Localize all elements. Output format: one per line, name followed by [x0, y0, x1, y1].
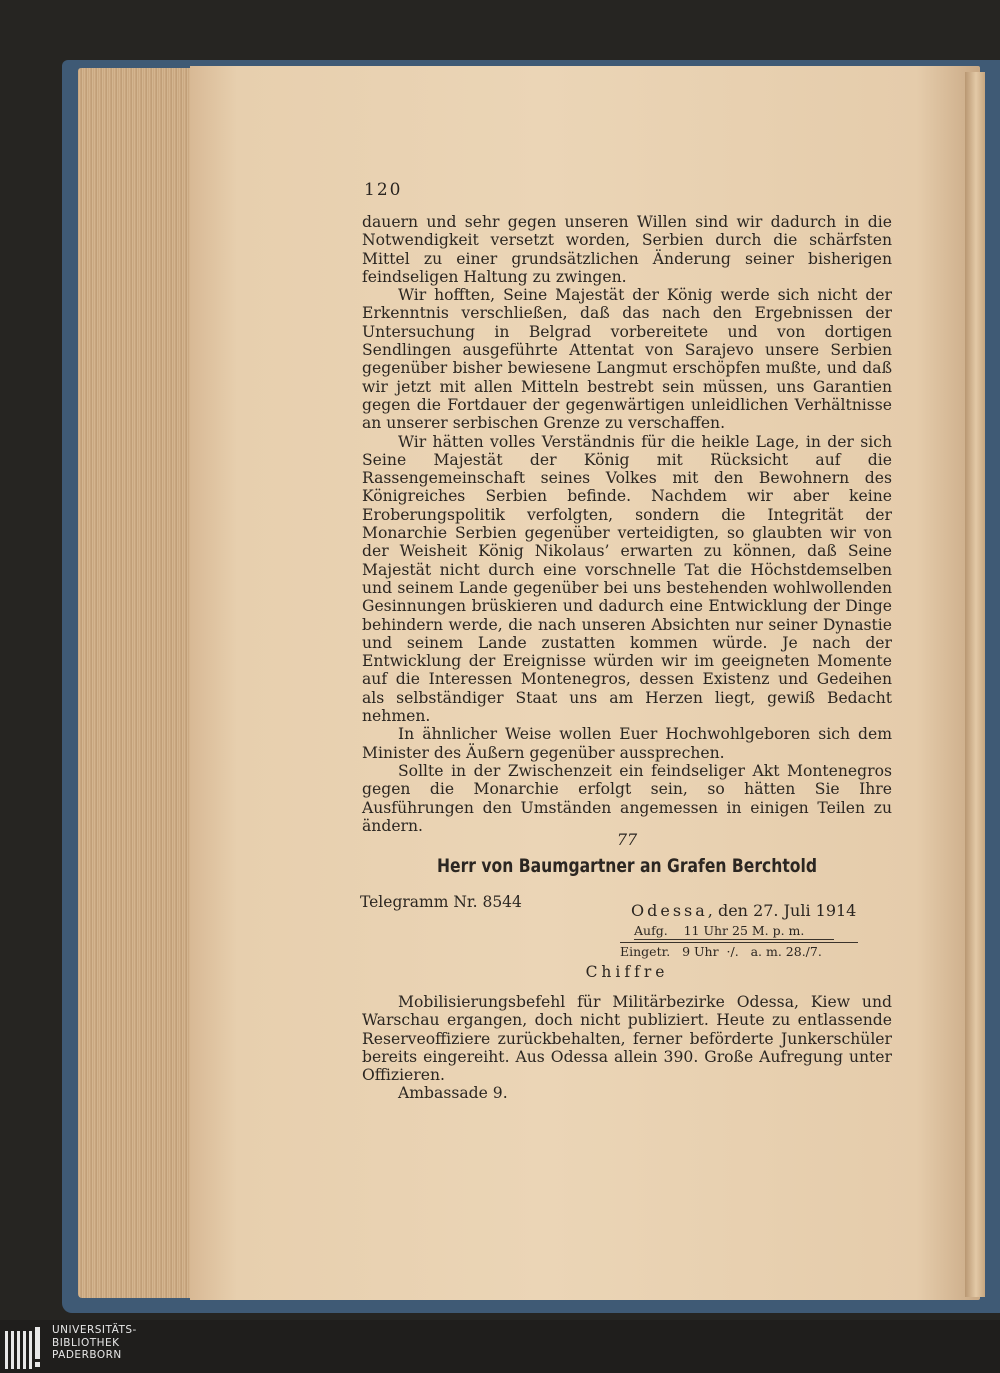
library-logo-text — [52, 1324, 137, 1362]
book-gutter — [965, 72, 985, 1297]
paragraph: Ambassade 9. — [398, 1084, 508, 1103]
paragraph: Sollte in der Zwischenzeit ein feindseliger Akt Montenegros gegen die Monarchie erfolgt sein, so hätten Sie Ihre Ausführungen den Umständen angemessen in einigen Teilen zu ändern. — [362, 761, 892, 835]
logo-line: BIBLIOTHEK — [52, 1336, 120, 1349]
document-heading: Herr von Baumgartner an Grafen Berchtold — [436, 855, 818, 877]
logo-line: PADERBORN — [52, 1349, 122, 1361]
telegram-body — [362, 993, 892, 1103]
page-edges — [78, 68, 200, 1298]
receipt-time: Eingetr. 9 Uhr ·/. a. m. 28./7. — [620, 942, 858, 959]
library-logo-icon — [4, 1323, 44, 1369]
place-date — [631, 901, 856, 920]
dispatch-time: Aufg. 11 Uhr 25 M. p. m. — [634, 923, 834, 940]
telegram-label: Telegramm Nr. 8544 — [360, 893, 522, 911]
date: , den 27. Juli 1914 — [707, 901, 857, 920]
main-text — [362, 213, 892, 835]
cipher-label: Chiffre — [585, 963, 669, 981]
paragraph: In ähnlicher Weise wollen Euer Hochwohlgeboren sich dem Minister des Äußern gegenüber aussprechen. — [362, 725, 892, 762]
library-footer — [0, 1320, 1000, 1373]
document-number: 77 — [616, 830, 638, 849]
paragraph: Wir hofften, Seine Majestät der König werde sich nicht der Erkenntnis verschließen, daß das nach den Ergebnissen der Untersuchung in Belgrad vorbereitete und von dortigen Sendlingen ausgeführte Attentat von Sarajevo unsere Serbien gegenüber bisher bewiesene Langmut erschöpfen mußte, und daß wir jetzt mit allen Mitteln bestrebt sein müssen, uns Garantien gegen die Fortdauer der gegenwärtigen unleidlichen Verhältnisse an unserer serbischen Grenze zu verschaffen. — [362, 286, 892, 433]
paragraph: dauern und sehr gegen unseren Willen sind wir dadurch in die Notwendigkeit versetzt worden, Serbien durch die schärfsten Mittel zu einer grundsätzlichen Änderung seiner bisherigen feindseligen Haltung zu zwingen. — [362, 213, 892, 286]
place: Odessa — [631, 901, 708, 920]
paragraph: Wir hätten volles Verständnis für die heikle Lage, in der sich Seine Majestät der König mit Rücksicht auf die Rassengemeinschaft seines Volkes mit den Bewohnern des Königreiches Serbien befinde. Nachdem wir aber keine Eroberungspolitik verfolgten, sondern die Integrität der Monarchie Serbien gegenüber verteidigten, so glaubten wir von der Weisheit König Nikolaus’ erwarten zu können, daß Seine Majestät nicht durch eine vorschnelle Tat die Höchstdemselben und seinem Lande gegenüber bei uns bestehenden wohlwollenden Gesinnungen brüskieren und dadurch eine Entwicklung der Dinge behindern werde, die nach unseren Absichten nur seiner Dynastie und seinem Lande zustatten kommen würde. Je nach der Entwicklung der Ereignisse würden wir im geeigneten Momente auf die Interessen Montenegros, dessen Existenz und Gedeihen als selbständiger Staat uns am Herzen liegt, gewiß Bedacht nehmen. — [362, 432, 892, 726]
paragraph: Mobilisierungsbefehl für Militärbezirke Odessa, Kiew und Warschau ergangen, doch nicht publiziert. Heute zu entlassende Reserveoffiziere zurückbehalten, ferner beförderte Junkerschüler bereits eingereiht. Aus Odessa allein 390. Große Aufregung unter Offizieren. — [362, 993, 892, 1085]
logo-line: UNIVERSITÄTS- — [52, 1324, 137, 1336]
page-number: 120 — [364, 180, 403, 200]
